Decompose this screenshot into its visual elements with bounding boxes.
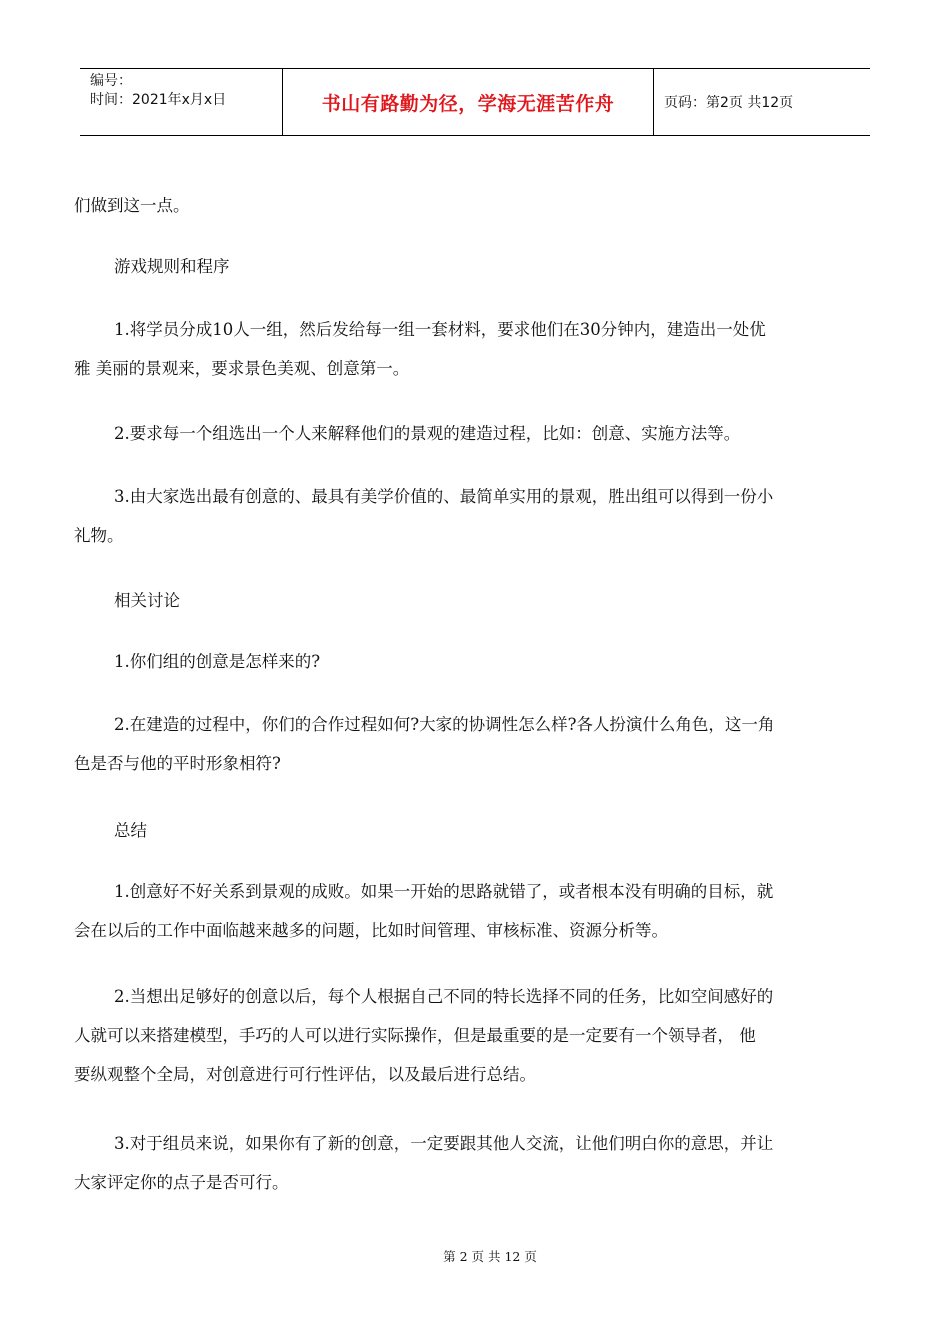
paragraph-line: 游戏规则和程序 xyxy=(114,257,230,276)
paragraph xyxy=(74,477,880,555)
serial-label: 编号： xyxy=(90,73,132,89)
paragraph xyxy=(74,705,880,783)
page-header xyxy=(80,68,870,136)
paragraph xyxy=(74,977,880,1094)
section-heading-summary xyxy=(74,811,880,850)
paragraph-line: 2.在建造的过程中，你们的合作过程如何?大家的协调性怎么样?各人扮演什么角色，这一角 xyxy=(114,715,775,734)
section-heading-rules xyxy=(74,247,880,286)
section-heading-discussion xyxy=(74,581,880,620)
paragraph-line: 人就可以来搭建模型，手巧的人可以进行实际操作，但是最重要的是一定要有一个领导者， 他 xyxy=(74,1026,756,1045)
header-page-info: 页码：第2页 共12页 xyxy=(664,95,794,111)
paragraph xyxy=(74,872,880,950)
paragraph xyxy=(74,642,880,681)
paragraph-line: 会在以后的工作中面临越来越多的问题，比如时间管理、审核标准、资源分析等。 xyxy=(74,921,668,940)
paragraph-line: 色是否与他的平时形象相符? xyxy=(74,754,281,773)
paragraph-line: 2.要求每一个组选出一个人来解释他们的景观的建造过程，比如：创意、实施方法等。 xyxy=(114,424,741,443)
paragraph-line: 总结 xyxy=(114,821,147,840)
time-label: 时间：2021年x月x日 xyxy=(90,92,227,108)
paragraph-line: 礼物。 xyxy=(74,526,124,545)
paragraph-line: 3.对于组员来说，如果你有了新的创意，一定要跟其他人交流，让他们明白你的意思，并让 xyxy=(114,1134,774,1153)
paragraph-line: 要纵观整个全局，对创意进行可行性评估，以及最后进行总结。 xyxy=(74,1065,536,1084)
paragraph xyxy=(74,414,880,453)
paragraph-line: 1.创意好不好关系到景观的成败。如果一开始的思路就错了，或者根本没有明确的目标，就 xyxy=(114,882,774,901)
paragraph-line: 相关讨论 xyxy=(114,591,180,610)
paragraph-line: 3.由大家选出最有创意的、最具有美学价值的、最简单实用的景观，胜出组可以得到一份小 xyxy=(114,487,774,506)
paragraph-line: 1.你们组的创意是怎样来的? xyxy=(114,652,321,671)
paragraph xyxy=(74,186,880,225)
paragraph-line: 雅 美丽的景观来，要求景色美观、创意第一。 xyxy=(74,359,410,378)
paragraph-line: 们做到这一点。 xyxy=(74,196,190,215)
header-motto: 书山有路勤为径，学海无涯苦作舟 xyxy=(282,69,654,135)
paragraph xyxy=(74,1124,880,1202)
page-footer: 第 2 页 共 12 页 xyxy=(443,1249,537,1264)
paragraph-line: 2.当想出足够好的创意以后，每个人根据自己不同的特长选择不同的任务，比如空间感好的 xyxy=(114,987,774,1006)
paragraph xyxy=(74,310,880,388)
header-meta xyxy=(80,69,282,135)
paragraph-line: 大家评定你的点子是否可行。 xyxy=(74,1173,289,1192)
paragraph-line: 1.将学员分成10人一组，然后发给每一组一套材料，要求他们在30分钟内，建造出一处优 xyxy=(114,320,766,339)
